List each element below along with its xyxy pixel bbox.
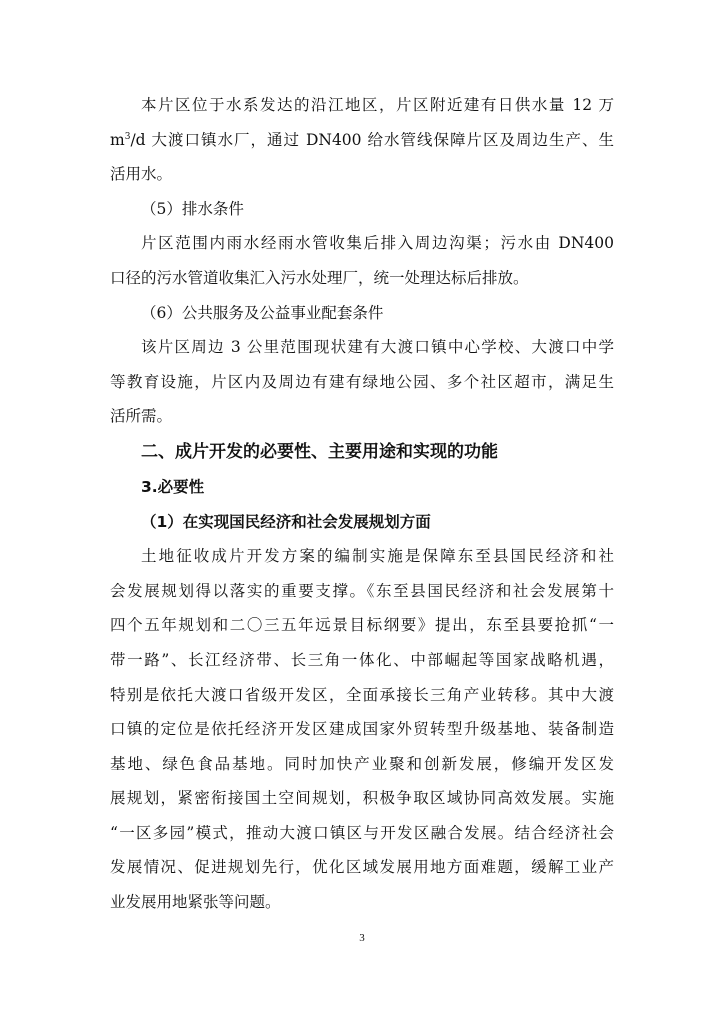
paragraph-plan-line-3: 四个五年规划和二〇三五年远景目标纲要》提出，东至县要抢抓“一 <box>110 616 614 635</box>
section-heading-necessity: 二、成片开发的必要性、主要用途和实现的功能 <box>141 441 498 462</box>
heading-public-services: （6）公共服务及公益事业配套条件 <box>141 303 384 322</box>
unit-superscript: 3 <box>124 131 131 142</box>
paragraph-water-supply-line-3: 活用水。 <box>110 165 173 184</box>
paragraph-services-line-1: 该片区周边 3 公里范围现状建有大渡口镇中心学校、大渡口中学 <box>141 338 614 357</box>
paragraph-plan-line-10: 发展情况、促进规划先行，优化区域发展用地方面难题，缓解工业产 <box>110 858 614 877</box>
paragraph-plan-line-4: 带一路”、长江经济带、长三角一体化、中部崛起等国家战略机遇， <box>110 650 614 669</box>
paragraph-water-supply-line-1: 本片区位于水系发达的沿江地区，片区附近建有日供水量 12 万 <box>141 96 614 114</box>
page-number: 3 <box>359 932 365 944</box>
paragraph-plan-line-1: 土地征收成片开发方案的编制实施是保障东至县国民经济和社 <box>141 547 614 566</box>
paragraph-plan-line-2: 会发展规划得以落实的重要支撑。《东至县国民经济和社会发展第十 <box>110 581 614 600</box>
paragraph-drainage-line-2: 口径的污水管道收集汇入污水处理厂，统一处理达标后排放。 <box>110 268 529 287</box>
paragraph-plan-line-8: 展规划，紧密衔接国土空间规划，积极争取区域协同高效发展。实施 <box>110 789 614 808</box>
heading-economic-plan: （1）在实现国民经济和社会发展规划方面 <box>141 512 431 531</box>
heading-necessity: 3.必要性 <box>141 477 205 496</box>
line-2-rest: /d 大渡口镇水厂，通过 DN400 给水管线保障片区及周边生产、生 <box>130 130 614 149</box>
heading-drainage: （5）排水条件 <box>141 199 244 218</box>
unit-m: m <box>110 130 125 149</box>
paragraph-plan-line-5: 特别是依托大渡口省级开发区，全面承接长三角产业转移。其中大渡 <box>110 685 614 704</box>
paragraph-water-supply-line-2 <box>110 123 614 158</box>
paragraph-plan-line-6: 口镇的定位是依托经济开发区建成国家外贸转型升级基地、装备制造 <box>110 720 614 739</box>
paragraph-plan-line-7: 基地、绿色食品基地。同时加快产业聚和创新发展，修编开发区发 <box>110 754 614 773</box>
paragraph-services-line-2: 等教育设施，片区内及周边有建有绿地公园、多个社区超市，满足生 <box>110 372 614 391</box>
document-body <box>110 88 614 920</box>
paragraph-services-line-3: 活所需。 <box>110 407 173 426</box>
paragraph-drainage-line-1: 片区范围内雨水经雨水管收集后排入周边沟渠；污水由 DN400 <box>141 234 614 253</box>
paragraph-plan-line-11: 业发展用地紧张等问题。 <box>110 893 281 912</box>
paragraph-plan-line-9: “一区多园”模式，推动大渡口镇区与开发区融合发展。结合经济社会 <box>110 823 614 842</box>
